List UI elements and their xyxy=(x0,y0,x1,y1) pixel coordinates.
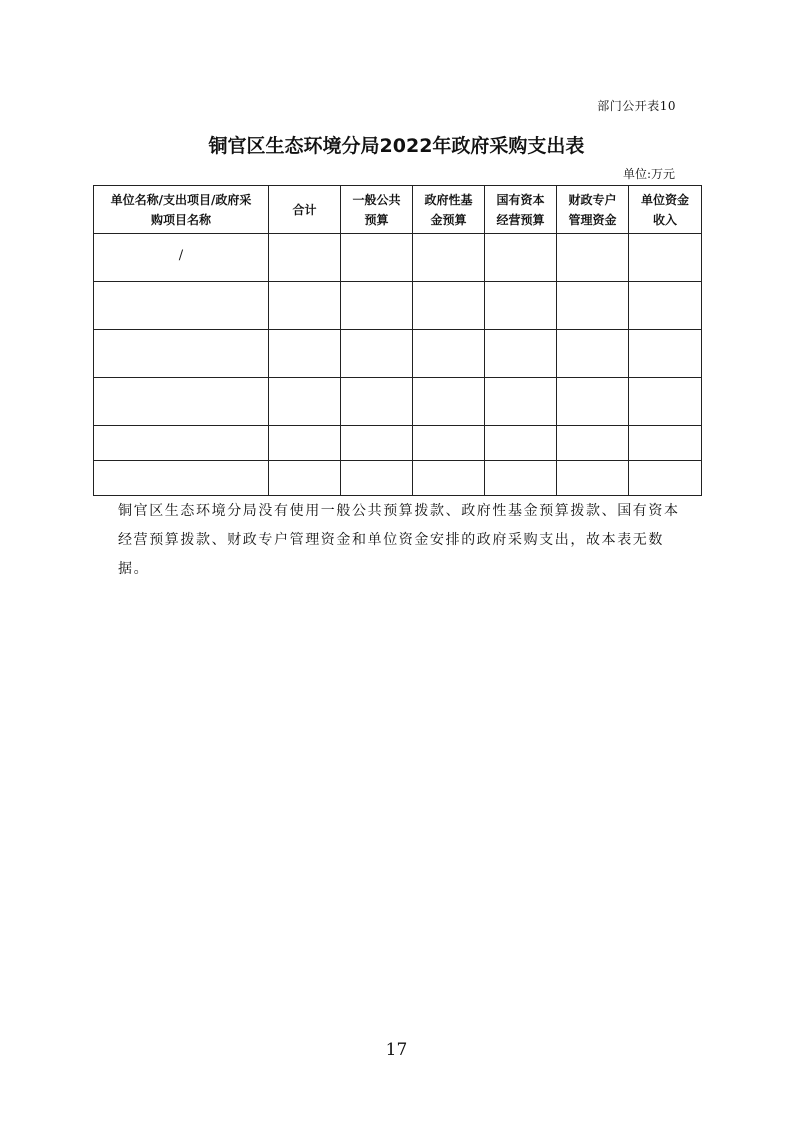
table-cell xyxy=(341,234,413,282)
table-cell xyxy=(413,461,485,496)
table-cell xyxy=(269,234,341,282)
table-cell xyxy=(413,330,485,378)
table-cell xyxy=(94,461,269,496)
procurement-expense-table xyxy=(93,185,702,496)
table-cell xyxy=(485,426,557,461)
table-cell xyxy=(341,461,413,496)
table-cell xyxy=(629,426,702,461)
table-row xyxy=(94,378,702,426)
table-cell xyxy=(413,282,485,330)
table-cell xyxy=(629,234,702,282)
header-unit-funds-income: 单位资金 收入 xyxy=(629,186,702,234)
table-cell xyxy=(485,282,557,330)
table-cell xyxy=(557,426,629,461)
table-cell xyxy=(269,378,341,426)
table-cell xyxy=(557,330,629,378)
table-cell xyxy=(485,378,557,426)
header-total: 合计 xyxy=(269,186,341,234)
table-cell xyxy=(94,234,269,282)
unit-label: 单位:万元 xyxy=(622,167,675,181)
header-state-capital-budget: 国有资本 经营预算 xyxy=(485,186,557,234)
table-cell xyxy=(94,282,269,330)
table-cell xyxy=(557,282,629,330)
table-cell xyxy=(485,461,557,496)
table-cell xyxy=(629,330,702,378)
table-cell xyxy=(269,330,341,378)
table-cell xyxy=(557,461,629,496)
page-reference: 部门公开表10 xyxy=(597,99,676,113)
table-cell xyxy=(269,461,341,496)
header-unit-project-name: 单位名称/支出项目/政府采 购项目名称 xyxy=(94,186,269,234)
table-cell xyxy=(341,330,413,378)
table-cell xyxy=(94,426,269,461)
table-row xyxy=(94,461,702,496)
table-row xyxy=(94,282,702,330)
table-cell xyxy=(94,330,269,378)
table-cell xyxy=(413,234,485,282)
empty-marker: / xyxy=(178,248,184,263)
header-fiscal-account-funds: 财政专户 管理资金 xyxy=(557,186,629,234)
table-row xyxy=(94,234,702,282)
table-cell xyxy=(629,378,702,426)
page-number: 17 xyxy=(385,1040,408,1060)
table-cell xyxy=(557,234,629,282)
table-row xyxy=(94,330,702,378)
table-cell xyxy=(485,330,557,378)
explanatory-note: 铜官区生态环境分局没有使用一般公共预算拨款、政府性基金预算拨款、国有资本经营预算拨款、财政专户管理资金和单位资金安排的政府采购支出，故本表无数据。 xyxy=(118,503,680,577)
table-cell xyxy=(413,378,485,426)
table-cell xyxy=(341,426,413,461)
table-cell xyxy=(269,426,341,461)
table-cell xyxy=(269,282,341,330)
table-cell xyxy=(629,461,702,496)
header-general-public-budget: 一般公共 预算 xyxy=(341,186,413,234)
table-cell xyxy=(557,378,629,426)
table-cell xyxy=(341,378,413,426)
table-cell xyxy=(341,282,413,330)
header-government-fund-budget: 政府性基 金预算 xyxy=(413,186,485,234)
table-cell xyxy=(413,426,485,461)
document-title: 铜官区生态环境分局2022年政府采购支出表 xyxy=(208,135,585,157)
table-header-row xyxy=(94,186,702,234)
table-cell xyxy=(94,378,269,426)
table-cell xyxy=(629,282,702,330)
table-row xyxy=(94,426,702,461)
table-cell xyxy=(485,234,557,282)
